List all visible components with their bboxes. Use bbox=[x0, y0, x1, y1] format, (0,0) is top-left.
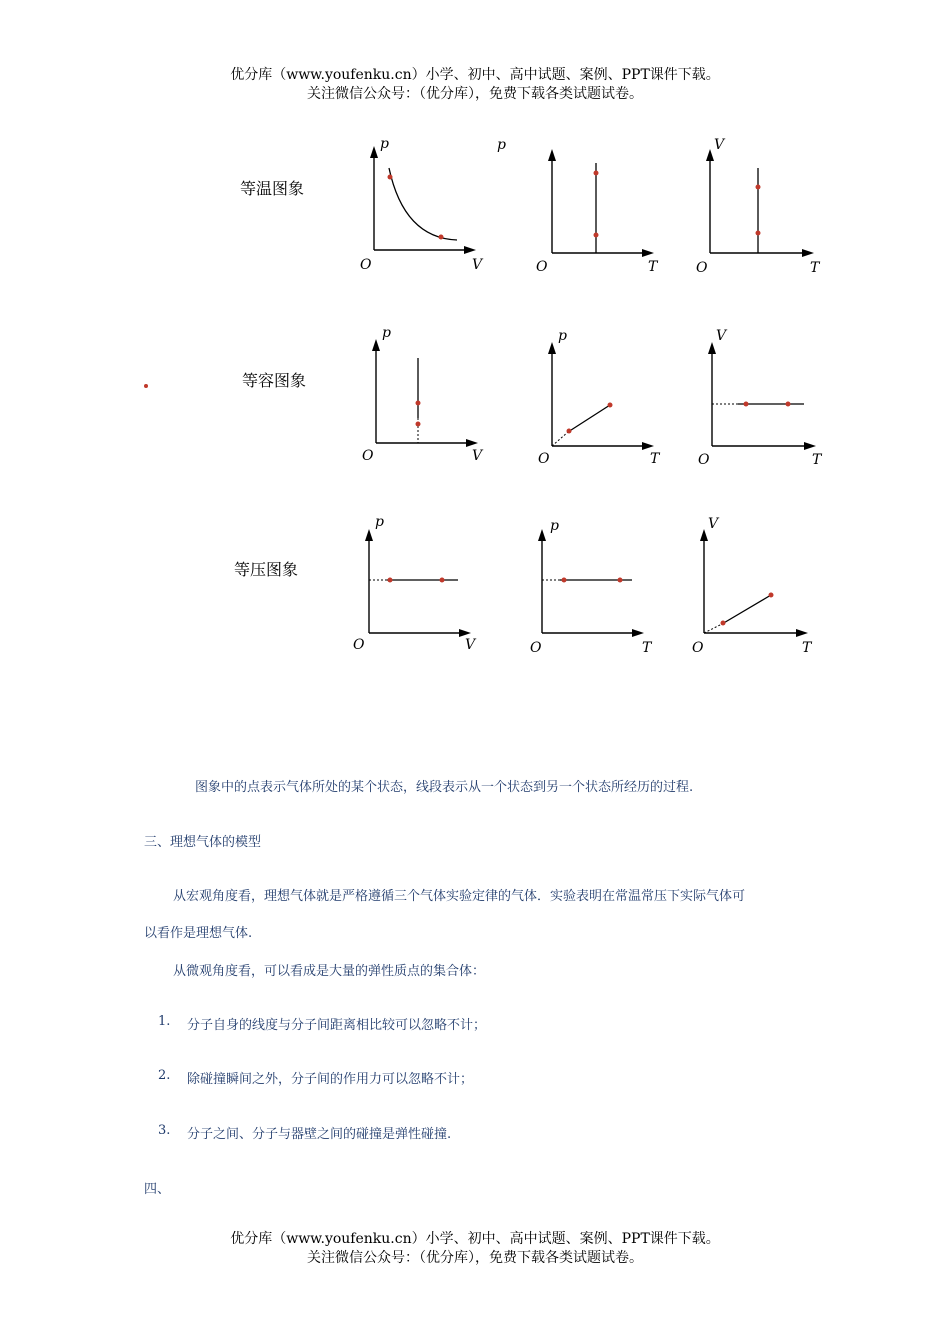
graph-isothermal-vt bbox=[688, 133, 833, 278]
graph-isothermal-pv bbox=[352, 130, 492, 275]
y-axis-label: p bbox=[375, 514, 384, 530]
figure-caption: 图象中的点表示气体所处的某个状态，线段表示从一个状态到另一个状态所经历的过程. bbox=[195, 780, 694, 795]
page-header bbox=[0, 66, 950, 104]
origin-label: O bbox=[530, 640, 542, 656]
section-4-title: 四、 bbox=[144, 1182, 171, 1197]
y-axis-label: p bbox=[497, 137, 506, 153]
y-axis-label: p bbox=[380, 136, 389, 152]
origin-label: O bbox=[692, 640, 704, 656]
x-axis-label: T bbox=[642, 640, 652, 656]
y-axis-label: p bbox=[558, 328, 567, 344]
row-label-isobaric: 等压图象 bbox=[234, 560, 299, 579]
graph-isothermal-pt bbox=[497, 133, 670, 278]
x-axis-label: T bbox=[812, 452, 822, 468]
x-axis-label: V bbox=[472, 448, 483, 464]
row-label-isothermal: 等温图象 bbox=[240, 179, 305, 198]
graph-isobaric-pt bbox=[520, 513, 660, 658]
footer-line-2: 关注微信公众号：（优分库），免费下载各类试题试卷。 bbox=[307, 1250, 643, 1266]
section-3-title: 三、理想气体的模型 bbox=[144, 835, 262, 850]
list-item-1-text: 分子自身的线度与分子间距离相比较可以忽略不计； bbox=[187, 1018, 487, 1033]
origin-label: O bbox=[696, 260, 708, 276]
graph-isochoric-pv bbox=[354, 323, 494, 468]
x-axis-label: T bbox=[810, 260, 820, 276]
graph-isochoric-pt bbox=[530, 326, 670, 471]
origin-label: O bbox=[538, 451, 550, 467]
header-line-2: 关注微信公众号：（优分库），免费下载各类试题试卷。 bbox=[307, 86, 643, 102]
list-item-1-number: 1. bbox=[158, 1014, 171, 1029]
y-axis-label: p bbox=[550, 518, 559, 534]
paragraph-1-line-1: 从宏观角度看，理想气体就是严格遵循三个气体实验定律的气体．实验表明在常温常压下实际气体可 bbox=[173, 889, 746, 904]
x-axis-label: T bbox=[650, 451, 660, 467]
x-axis-label: T bbox=[648, 259, 658, 275]
origin-label: O bbox=[353, 637, 365, 653]
row-label-isochoric: 等容图象 bbox=[242, 371, 307, 390]
graph-isobaric-vt bbox=[682, 513, 827, 658]
y-axis-label: p bbox=[382, 325, 391, 341]
x-axis-label: V bbox=[472, 257, 483, 273]
header-line-1: 优分库（www.youfenku.cn）小学、初中、高中试题、案例、PPT课件下载。 bbox=[230, 67, 720, 83]
stray-point bbox=[144, 384, 148, 388]
x-axis-label: T bbox=[802, 640, 812, 656]
paragraph-1-line-2: 以看作是理想气体. bbox=[144, 926, 253, 941]
origin-label: O bbox=[536, 259, 548, 275]
origin-label: O bbox=[698, 452, 710, 468]
y-axis-label: V bbox=[708, 516, 719, 532]
page-footer bbox=[0, 1230, 950, 1268]
origin-label: O bbox=[360, 257, 372, 273]
y-axis-label: V bbox=[716, 328, 727, 344]
graph-isobaric-pv bbox=[347, 513, 487, 658]
list-item-3-text: 分子之间、分子与器壁之间的碰撞是弹性碰撞. bbox=[187, 1127, 452, 1142]
graph-isochoric-vt bbox=[690, 326, 835, 471]
x-axis-label: V bbox=[465, 637, 476, 653]
list-item-3-number: 3. bbox=[158, 1123, 171, 1138]
list-item-2-text: 除碰撞瞬间之外，分子间的作用力可以忽略不计； bbox=[187, 1072, 474, 1087]
footer-line-1: 优分库（www.youfenku.cn）小学、初中、高中试题、案例、PPT课件下载。 bbox=[230, 1231, 720, 1247]
origin-label: O bbox=[362, 448, 374, 464]
paragraph-2: 从微观角度看，可以看成是大量的弹性质点的集合体： bbox=[173, 964, 486, 979]
y-axis-label: V bbox=[714, 137, 725, 153]
list-item-2-number: 2. bbox=[158, 1068, 171, 1083]
